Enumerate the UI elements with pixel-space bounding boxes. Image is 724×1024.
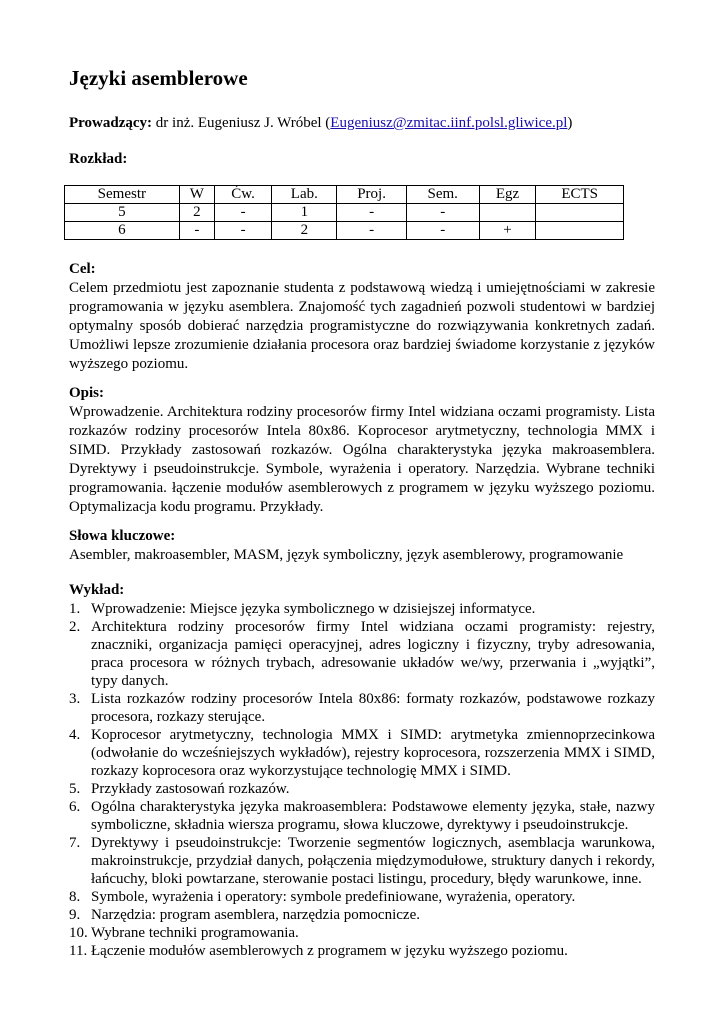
schedule-cell: - <box>337 204 406 222</box>
keywords-label: Słowa kluczowe: <box>69 528 176 544</box>
list-item: Architektura rodziny procesorów firmy Intel widziana oczami programisty: rejestry, znaczniki, organizacja pamięci operacyjnej, adres logiczny i fizyczny, tryby adresowania, praca procesora w różnych trybach, adresowanie układów we/wy, przerwania i „wyjątki”, typy danych. <box>91 619 655 689</box>
schedule-cell: 2 <box>179 204 214 222</box>
schedule-cell <box>536 204 624 222</box>
lecturer-label: Prowadzący: <box>69 115 153 131</box>
lecturer-close: ) <box>567 115 573 131</box>
schedule-table <box>64 185 624 240</box>
page-title: Języki asemblerowe <box>69 66 248 90</box>
schedule-cell: 6 <box>65 222 180 240</box>
schedule-cell: - <box>179 222 214 240</box>
list-item: Lista rozkazów rodziny procesorów Intela 80x86: formaty rozkazów, podstawowe rozkazy procesora, rozkazy sterujące. <box>91 691 655 725</box>
lecture-label: Wykład: <box>69 582 125 598</box>
goal-text: Celem przedmiotu jest zapoznanie studenta z podstawową wiedzą i umiejętnościami w zakresie programowania w języku asemblera. Znajomość tych zagadnień pozwoli studentowi w bardziej optymalny sposób dobierać narzędzia programistyczne do rozwiązywania konkretnych zadań. Umożliwi lepsze zrozumienie działania procesora oraz bardziej świadome korzystanie z języków wyższego poziomu. <box>69 280 655 372</box>
schedule-header-cell: Semestr <box>65 186 180 204</box>
list-item: Wybrane techniki programowania. <box>91 925 299 941</box>
lecturer-name: dr inż. Eugeniusz J. Wróbel ( <box>155 115 331 131</box>
schedule-row <box>65 204 624 222</box>
keywords-text: Asembler, makroasembler, MASM, język symboliczny, język asemblerowy, programowanie <box>69 547 624 563</box>
schedule-cell: - <box>337 222 406 240</box>
keywords-section <box>69 527 655 565</box>
schedule-cell: 2 <box>272 222 337 240</box>
schedule-cell: - <box>406 222 479 240</box>
schedule-cell <box>479 204 536 222</box>
schedule-header-cell: Egz <box>479 186 536 204</box>
lecturer-line <box>69 114 572 132</box>
lecturer-email-link[interactable]: Eugeniusz@zmitac.iinf.polsl.gliwice.pl <box>330 115 568 131</box>
schedule-header-cell: Lab. <box>272 186 337 204</box>
schedule-label: Rozkład: <box>69 151 128 167</box>
goal-label: Cel: <box>69 261 96 277</box>
schedule-cell: 5 <box>65 204 180 222</box>
goal-section <box>69 260 655 374</box>
schedule-cell: - <box>406 204 479 222</box>
description-section <box>69 384 655 517</box>
list-item: Łączenie modułów asemblerowych z programem w języku wyższego poziomu. <box>91 943 568 959</box>
schedule-cell: - <box>214 204 271 222</box>
schedule-header-cell: Proj. <box>337 186 406 204</box>
schedule-header-row <box>65 186 624 204</box>
lecture-list <box>69 600 655 960</box>
list-item: Symbole, wyrażenia i operatory: symbole predefiniowane, wyrażenia, operatory. <box>91 889 576 905</box>
schedule-cell: 1 <box>272 204 337 222</box>
list-item: Przykłady zastosowań rozkazów. <box>91 781 290 797</box>
schedule-cell: + <box>479 222 536 240</box>
schedule-cell: - <box>214 222 271 240</box>
schedule-header-cell: ECTS <box>536 186 624 204</box>
list-item: Koprocesor arytmetyczny, technologia MMX i SIMD: arytmetyka zmiennoprzecinkowa (odwołanie do wcześniejszych wykładów), rejestry koprocesora, rozszerzenia MMX i SIMD, rozkazy koprocesora oraz wykorzystujące technologię MMX i SIMD. <box>91 727 655 779</box>
schedule-cell <box>536 222 624 240</box>
schedule-header-cell: Ćw. <box>214 186 271 204</box>
list-item: Ogólna charakterystyka języka makroasemblera: Podstawowe elementy języka, stałe, nazwy symboliczne, składnia wiersza programu, słowa kluczowe, dyrektywy i pseudoinstrukcje. <box>91 799 655 833</box>
list-item: Dyrektywy i pseudoinstrukcje: Tworzenie segmentów logicznych, asemblacja warunkowa, makroinstrukcje, przydział danych, połączenia międzymodułowe, struktury danych i rekordy, łańcuchy, bloki powtarzane, sterowanie postaci listingu, procedury, błędy warunkowe, inne. <box>91 835 655 887</box>
schedule-header-cell: W <box>179 186 214 204</box>
list-item: Narzędzia: program asemblera, narzędzia pomocnicze. <box>91 907 420 923</box>
description-label: Opis: <box>69 385 105 401</box>
schedule-row <box>65 222 624 240</box>
list-item: Wprowadzenie: Miejsce języka symbolicznego w dzisiejszej informatyce. <box>91 601 536 617</box>
description-text: Wprowadzenie. Architektura rodziny procesorów firmy Intel widziana oczami programisty. Lista rozkazów rodziny procesorów Intela 80x86. Koprocesor arytmetyczny, technologia MMX i SIMD. Przykłady zastosowań rozkazów. Ogólna charakterystyka języka makroasemblera. Dyrektywy i pseudoinstrukcje. Symbole, wyrażenia i operatory. Narzędzia. Wybrane techniki programowania. łączenie modułów asemblerowych z programem w języku wyższego poziomu. Optymalizacja kodu programu. Przykłady. <box>69 404 655 515</box>
schedule-header-cell: Sem. <box>406 186 479 204</box>
